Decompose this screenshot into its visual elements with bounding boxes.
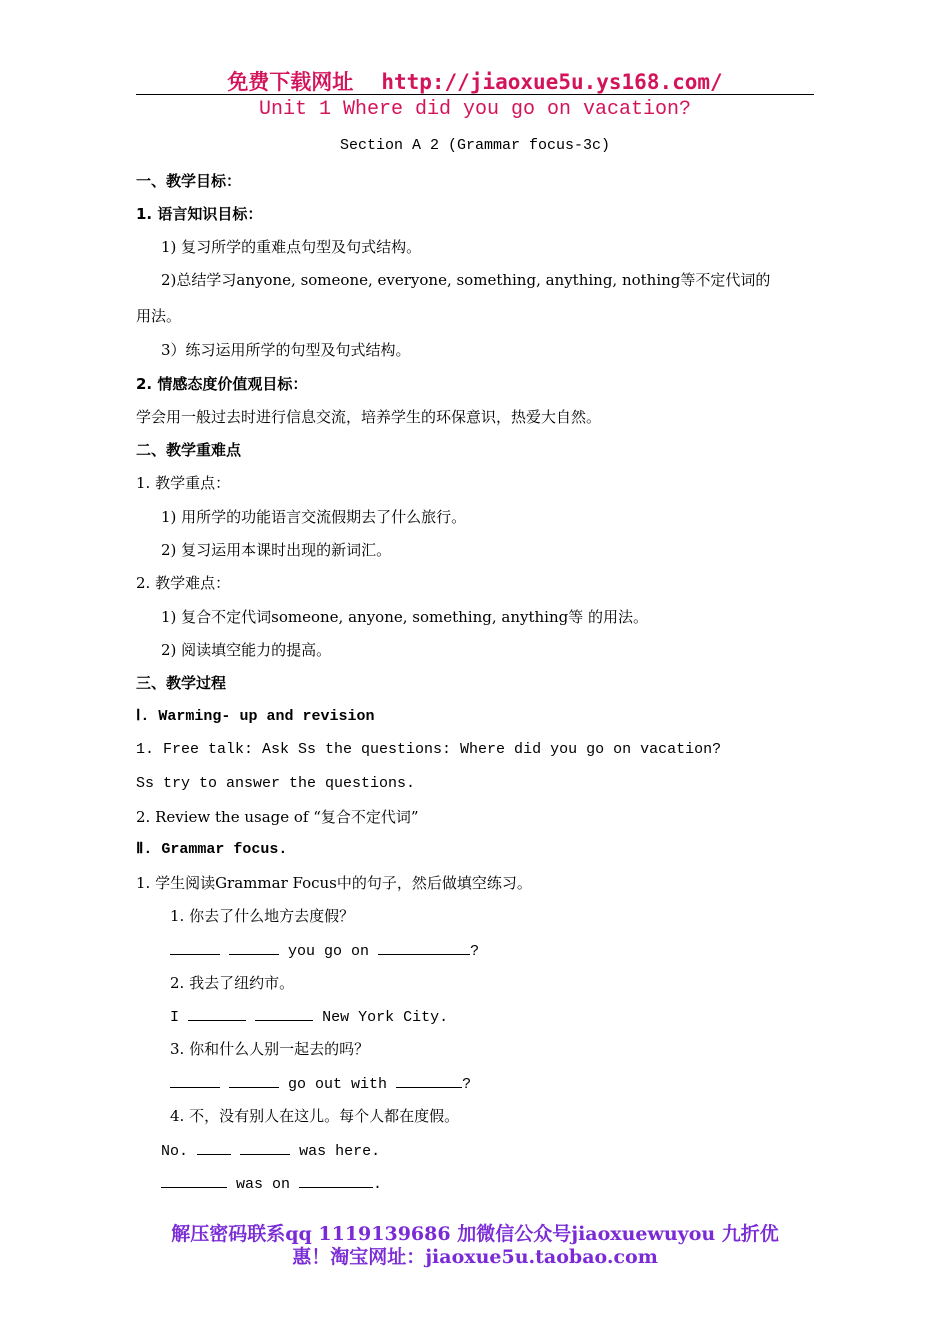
knowledge-item: 3）练习运用所学的句型及句式结构。 — [161, 341, 411, 359]
difficulty-item: 1) 复合不定代词someone, anyone, something, anything等 的用法。 — [161, 608, 648, 626]
answer-text: you go on — [288, 943, 370, 960]
answer-text: New York City. — [322, 1009, 449, 1026]
blank[interactable] — [396, 1073, 462, 1088]
focus-item: 1) 用所学的功能语言交流假期去了什么旅行。 — [161, 508, 467, 526]
answer-text: ? — [470, 943, 480, 960]
warmup-line: 2. Review the usage of “复合不定代词” — [136, 808, 419, 826]
grammar-heading: Ⅱ. Grammar focus. — [136, 841, 288, 858]
answer-line-2 — [170, 1006, 448, 1028]
answer-text: was on — [236, 1176, 291, 1193]
blank[interactable] — [229, 1073, 279, 1088]
answer-line-4 — [161, 1140, 380, 1162]
focus-heading: 1. 教学重点： — [136, 474, 231, 492]
difficulty-item: 2) 阅读填空能力的提高。 — [161, 641, 332, 659]
answer-text: ? — [462, 1076, 472, 1093]
difficulty-heading: 2. 教学难点： — [136, 574, 231, 592]
blank[interactable] — [188, 1006, 246, 1021]
knowledge-item: 1) 复习所学的重难点句型及句式结构。 — [161, 238, 422, 256]
blank[interactable] — [197, 1140, 231, 1155]
section-goals-heading: 一、教学目标： — [136, 172, 242, 190]
blank[interactable] — [299, 1173, 373, 1188]
answer-text: I — [170, 1009, 180, 1026]
answer-line-3 — [170, 1073, 471, 1095]
blank[interactable] — [378, 940, 470, 955]
attitude-goals-text: 学会用一般过去时进行信息交流，培养学生的环保意识，热爱大自然。 — [136, 408, 602, 426]
knowledge-goals-heading: 1. 语言知识目标： — [136, 205, 263, 223]
blank[interactable] — [229, 940, 279, 955]
warmup-line: Ss try to answer the questions. — [136, 775, 416, 792]
section-keypoints-heading: 二、教学重难点 — [136, 441, 242, 459]
page-title: Unit 1 Where did you go on vacation? — [258, 98, 692, 121]
footer-line-2: 惠！淘宝网址：jiaoxue5u.taobao.com — [292, 1246, 658, 1268]
answer-text: was here. — [299, 1143, 381, 1160]
blank[interactable] — [170, 1073, 220, 1088]
attitude-goals-heading: 2. 情感态度价值观目标： — [136, 375, 308, 393]
header-url-link[interactable]: http://jiaoxue5u.ys168.com/ — [381, 70, 723, 94]
question-3: 3. 你和什么人别一起去的吗？ — [170, 1040, 370, 1058]
header-label: 免费下载网址 — [227, 69, 354, 94]
focus-item: 2) 复习运用本课时出现的新词汇。 — [161, 541, 392, 559]
warmup-heading: Ⅰ. Warming- up and revision — [136, 708, 375, 725]
answer-text: . — [373, 1176, 383, 1193]
answer-line-1 — [170, 940, 479, 962]
header-banner — [0, 66, 950, 96]
section-process-heading: 三、教学过程 — [136, 674, 227, 692]
question-2: 2. 我去了纽约市。 — [170, 974, 295, 992]
blank[interactable] — [240, 1140, 290, 1155]
footer-line-1: 解压密码联系qq 1119139686 加微信公众号jiaoxuewuyou 九折优 — [171, 1223, 779, 1245]
question-1: 1. 你去了什么地方去度假？ — [170, 907, 355, 925]
blank[interactable] — [255, 1006, 313, 1021]
grammar-intro: 1. 学生阅读Grammar Focus中的句子，然后做填空练习。 — [136, 874, 532, 892]
page-subtitle: Section A 2 (Grammar focus-3c) — [339, 137, 611, 154]
answer-text: No. — [161, 1143, 189, 1160]
knowledge-item-cont: 用法。 — [136, 307, 182, 325]
warmup-line: 1. Free talk: Ask Ss the questions: Where did you go on vacation? — [136, 741, 722, 758]
knowledge-item: 2)总结学习anyone, someone, everyone, something, anything, nothing等不定代词的 — [161, 271, 771, 289]
blank[interactable] — [170, 940, 220, 955]
answer-line-4b — [161, 1173, 382, 1195]
blank[interactable] — [161, 1173, 227, 1188]
question-4: 4. 不，没有别人在这儿。每个人都在度假。 — [170, 1107, 460, 1125]
answer-text: go out with — [288, 1076, 388, 1093]
header-divider — [136, 94, 814, 95]
